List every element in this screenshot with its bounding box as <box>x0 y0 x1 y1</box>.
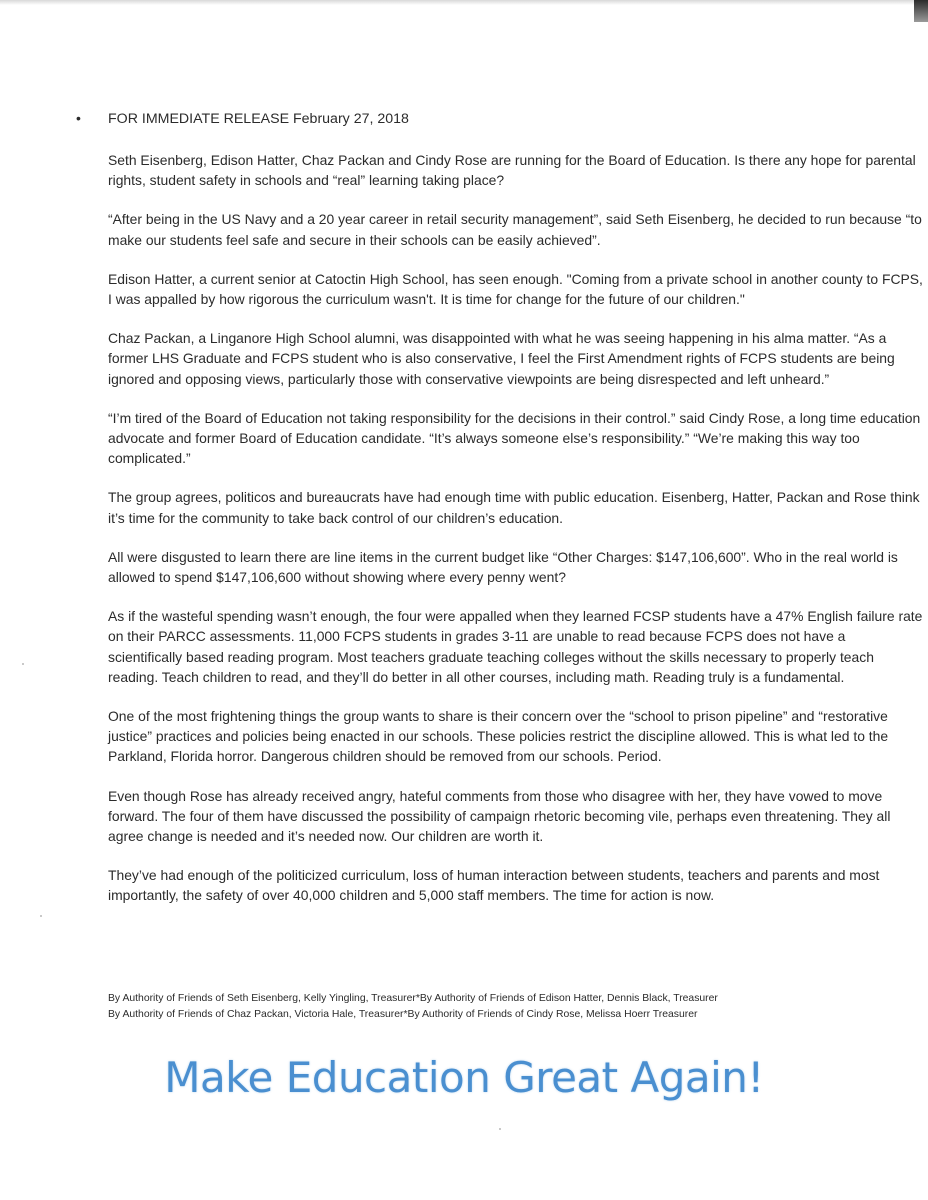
paragraph-group: The group agrees, politicos and bureaucrats have had enough time with public education. Eisenberg, Hatter, Packan and Rose think it’s time for the community to take back control of our children’s education. <box>108 489 920 526</box>
paragraph-closing: They’ve had enough of the politicized curriculum, loss of human interaction between students, teachers and parents and most importantly, the safety of over 40,000 children and 5,000 staff members. The time for action is now. <box>108 867 880 904</box>
scan-corner-mark <box>914 0 928 22</box>
paragraph-eisenberg: “After being in the US Navy and a 20 year career in retail security management”, said Seth Eisenberg, he decided to run because “to make our students feel safe and secure in their schools can be easily achieved”. <box>108 211 922 248</box>
release-heading: FOR IMMEDIATE RELEASE February 27, 2018 <box>108 111 409 127</box>
paragraph-intro: Seth Eisenberg, Edison Hatter, Chaz Packan and Cindy Rose are running for the Board of Education. Is there any hope for parental rights, student safety in schools and “real” learning taking place? <box>108 152 916 189</box>
scan-speck <box>499 1128 501 1130</box>
slogan-banner: Make Education Great Again! <box>164 1053 764 1102</box>
paragraph-rose: “I’m tired of the Board of Education not taking responsibility for the decisions in their control.” said Cindy Rose, a long time education advocate and former Board of Education candidate. “It’s always someone else’s responsibility.” “We’re making this way too complicated.” <box>108 409 921 467</box>
paragraph-budget: All were disgusted to learn there are line items in the current budget like “Other Charges: $147,106,600”. Who in the real world is allowed to spend $147,106,600 without showing where every penny went? <box>108 548 898 586</box>
scan-top-edge <box>0 0 928 5</box>
disclaimer-line-1: By Authority of Friends of Seth Eisenberg, Kelly Yingling, Treasurer*By Authority of Friends of Edison Hatter, Dennis Black, Treasurer <box>108 993 718 1004</box>
release-heading-line <box>76 108 409 129</box>
paragraph-threats: Even though Rose has already received angry, hateful comments from those who disagree with her, they have vowed to move forward. The four of them have discussed the possibility of campaign rhetoric becoming vile, perhaps even threatening. They all agree change is needed and it’s needed now. Our children are worth it. <box>108 787 891 845</box>
paragraph-discipline: One of the most frightening things the group wants to share is their concern over the “school to prison pipeline” and “restorative justice” practices and policies being enacted in our schools. These policies restrict the discipline allowed. This is what led to the Parkland, Florida horror. Dangerous children should be removed from our schools. Period. <box>108 708 889 765</box>
disclaimer-line-2: By Authority of Friends of Chaz Packan, Victoria Hale, Treasurer*By Authority of Friends of Cindy Rose, Melissa Hoerr Treasurer <box>108 1009 698 1020</box>
paragraph-packan: Chaz Packan, a Linganore High School alumni, was disappointed with what he was seeing happening in his alma matter. “As a former LHS Graduate and FCPS student who is also conservative, I feel the First Amendment rights of FCPS students are being ignored and opposing views, particularly those with conservative viewpoints are being disrespected and left unheard.” <box>108 330 895 387</box>
scan-speck <box>40 915 42 917</box>
scan-speck <box>22 663 24 665</box>
paragraph-hatter: Edison Hatter, a current senior at Catoctin High School, has seen enough. "Coming from a private school in another county to FCPS, I was appalled by how rigorous the curriculum wasn't. It is time for change for the future of our children." <box>108 270 923 308</box>
authority-disclaimer <box>108 991 923 1023</box>
bullet-icon: • <box>76 110 81 126</box>
paragraph-reading: As if the wasteful spending wasn’t enough, the four were appalled when they learned FCSP students have a 47% English failure rate on their PARCC assessments. 11,000 FCPS students in grades 3-11 are unable to read because FCPS does not have a scientifically based reading program. Most teachers graduate teaching colleges without the skills necessary to properly teach reading. Teach children to read, and they’ll do better in all other courses, including math. Reading truly is a fundamental. <box>108 608 923 685</box>
release-body <box>108 150 923 925</box>
